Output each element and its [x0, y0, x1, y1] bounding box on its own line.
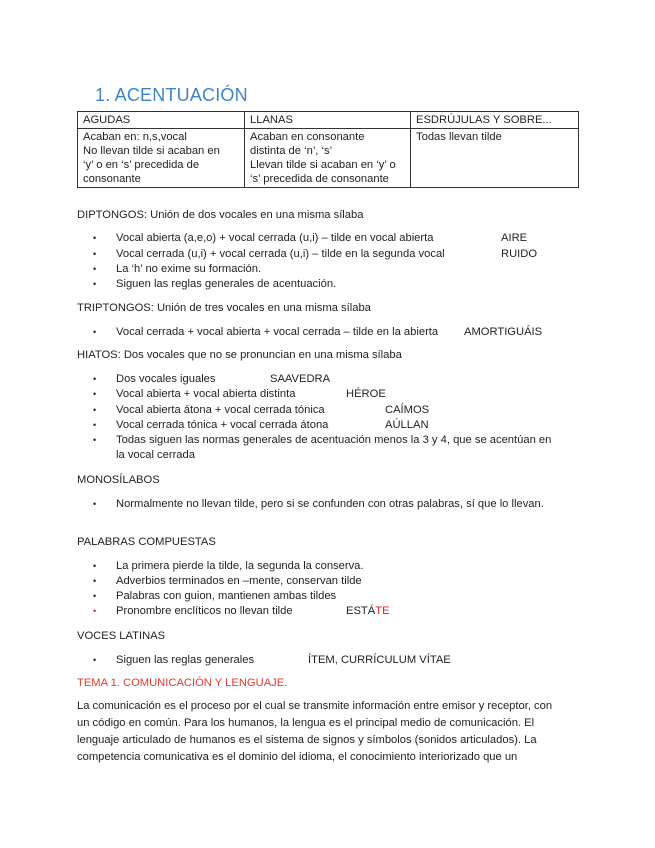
example-word: AMORTIGUÁIS [464, 326, 543, 338]
paragraph-line: La comunicación es el proceso por el cual se transmite información entre emisor y receptor, con [77, 700, 553, 712]
cell-line: Llevan tilde si acaban en ‘y’ o [250, 159, 396, 171]
list-item: Vocal abierta (a,e,o) + vocal cerrada (u,i) – tilde en vocal abierta [116, 232, 434, 244]
table-cell-llanas [245, 129, 411, 188]
list-item-continuation: la vocal cerrada [116, 449, 195, 461]
bullet-icon: • [93, 405, 97, 415]
cell-line: distinta de ‘n’, ‘s’ [250, 145, 333, 157]
cell-line: ‘y’ o en ‘s’ precedida de [83, 159, 200, 171]
example-word: AÚLLAN [385, 419, 429, 431]
example-word: HÉROE [346, 388, 386, 400]
cell-line: Acaban en: n,s,vocal [83, 131, 187, 143]
accent-table [77, 111, 579, 188]
table-header-cell: LLANAS [245, 112, 411, 129]
bullet-icon: • [93, 606, 97, 616]
page-title: 1. ACENTUACIÓN [95, 85, 248, 105]
list-item: Vocal cerrada tónica + vocal cerrada átona [116, 419, 329, 431]
cell-line: No llevan tilde si acaban en [83, 145, 220, 157]
example-highlight: TE [375, 605, 390, 617]
cell-line: Acaban en consonante [250, 131, 365, 143]
example-word: RUIDO [501, 248, 538, 260]
table-cell-esdrujulas [411, 129, 579, 188]
paragraph-line: competencia comunicativa es el dominio del idioma, el conocimiento interiorizado que un [77, 751, 518, 763]
bullet-icon: • [93, 591, 97, 601]
bullet-icon: • [93, 576, 97, 586]
list-item: Vocal cerrada (u,i) + vocal cerrada (u,i) – tilde en la segunda vocal [116, 248, 445, 260]
list-item: Normalmente no llevan tilde, pero si se confunden con otras palabras, sí que lo llevan. [116, 498, 544, 510]
cell-line: consonante [83, 173, 141, 185]
bullet-icon: • [93, 420, 97, 430]
bullet-icon: • [93, 655, 97, 665]
diptongos-heading: DIPTONGOS: Unión de dos vocales en una misma sílaba [77, 209, 364, 221]
list-item: Vocal abierta átona + vocal cerrada tónica [116, 404, 325, 416]
list-item: Vocal abierta + vocal abierta distinta [116, 388, 296, 400]
table-row [78, 129, 579, 188]
list-item: Adverbios terminados en –mente, conservan tilde [116, 575, 362, 587]
example-word: ÍTEM, CURRÍCULUM VÍTAE [308, 654, 451, 666]
hiatos-heading: HIATOS: Dos vocales que no se pronuncian en una misma sílaba [77, 349, 402, 361]
table-header-cell: ESDRÚJULAS Y SOBRE... [411, 112, 579, 129]
bullet-icon: • [93, 374, 97, 384]
list-item: Dos vocales iguales [116, 373, 216, 385]
bullet-icon: • [93, 233, 97, 243]
triptongos-heading: TRIPTONGOS: Unión de tres vocales en una misma sílaba [77, 302, 371, 314]
bullet-icon: • [93, 435, 97, 445]
monosilabos-heading: MONOSÍLABOS [77, 474, 160, 486]
list-item: Palabras con guion, mantienen ambas tildes [116, 590, 337, 602]
table-header-row [78, 112, 579, 129]
example-word [346, 604, 390, 619]
bullet-icon: • [93, 561, 97, 571]
bullet-icon: • [93, 279, 97, 289]
list-item: Siguen las reglas generales de acentuación. [116, 278, 337, 290]
latinas-heading: VOCES LATINAS [77, 630, 166, 642]
bullet-icon: • [93, 499, 97, 509]
body-paragraph [77, 698, 577, 766]
example-word: SAAVEDRA [270, 373, 331, 385]
list-item: Todas siguen las normas generales de acentuación menos la 3 y 4, que se acentúan en [116, 434, 552, 446]
bullet-icon: • [93, 249, 97, 259]
paragraph-line: un código en común. Para los humanos, la lengua es el principal medio de comunicación. El [77, 717, 535, 729]
example-word: AIRE [501, 232, 528, 244]
table-cell-agudas [78, 129, 245, 188]
bullet-icon: • [93, 327, 97, 337]
section-title: TEMA 1. COMUNICACIÓN Y LENGUAJE. [77, 677, 288, 689]
table-header-cell: AGUDAS [78, 112, 245, 129]
cell-line: Todas llevan tilde [416, 131, 502, 143]
list-item: Siguen las reglas generales [116, 654, 255, 666]
list-item: Vocal cerrada + vocal abierta + vocal cerrada – tilde en la abierta [116, 326, 439, 338]
paragraph-line: lenguaje articulado de humanos es el sistema de signos y símbolos (sonidos articulados). La [77, 734, 537, 746]
bullet-icon: • [93, 389, 97, 399]
list-item: La primera pierde la tilde, la segunda la conserva. [116, 560, 364, 572]
cell-line: ‘s’ precedida de consonante [250, 173, 389, 185]
example-word: CAÍMOS [385, 404, 430, 416]
list-item: Pronombre enclíticos no llevan tilde [116, 605, 293, 617]
list-item: La ‘h’ no exime su formación. [116, 263, 262, 275]
example-part: ESTÁ [346, 605, 376, 617]
bullet-icon: • [93, 264, 97, 274]
compuestas-heading: PALABRAS COMPUESTAS [77, 536, 216, 548]
